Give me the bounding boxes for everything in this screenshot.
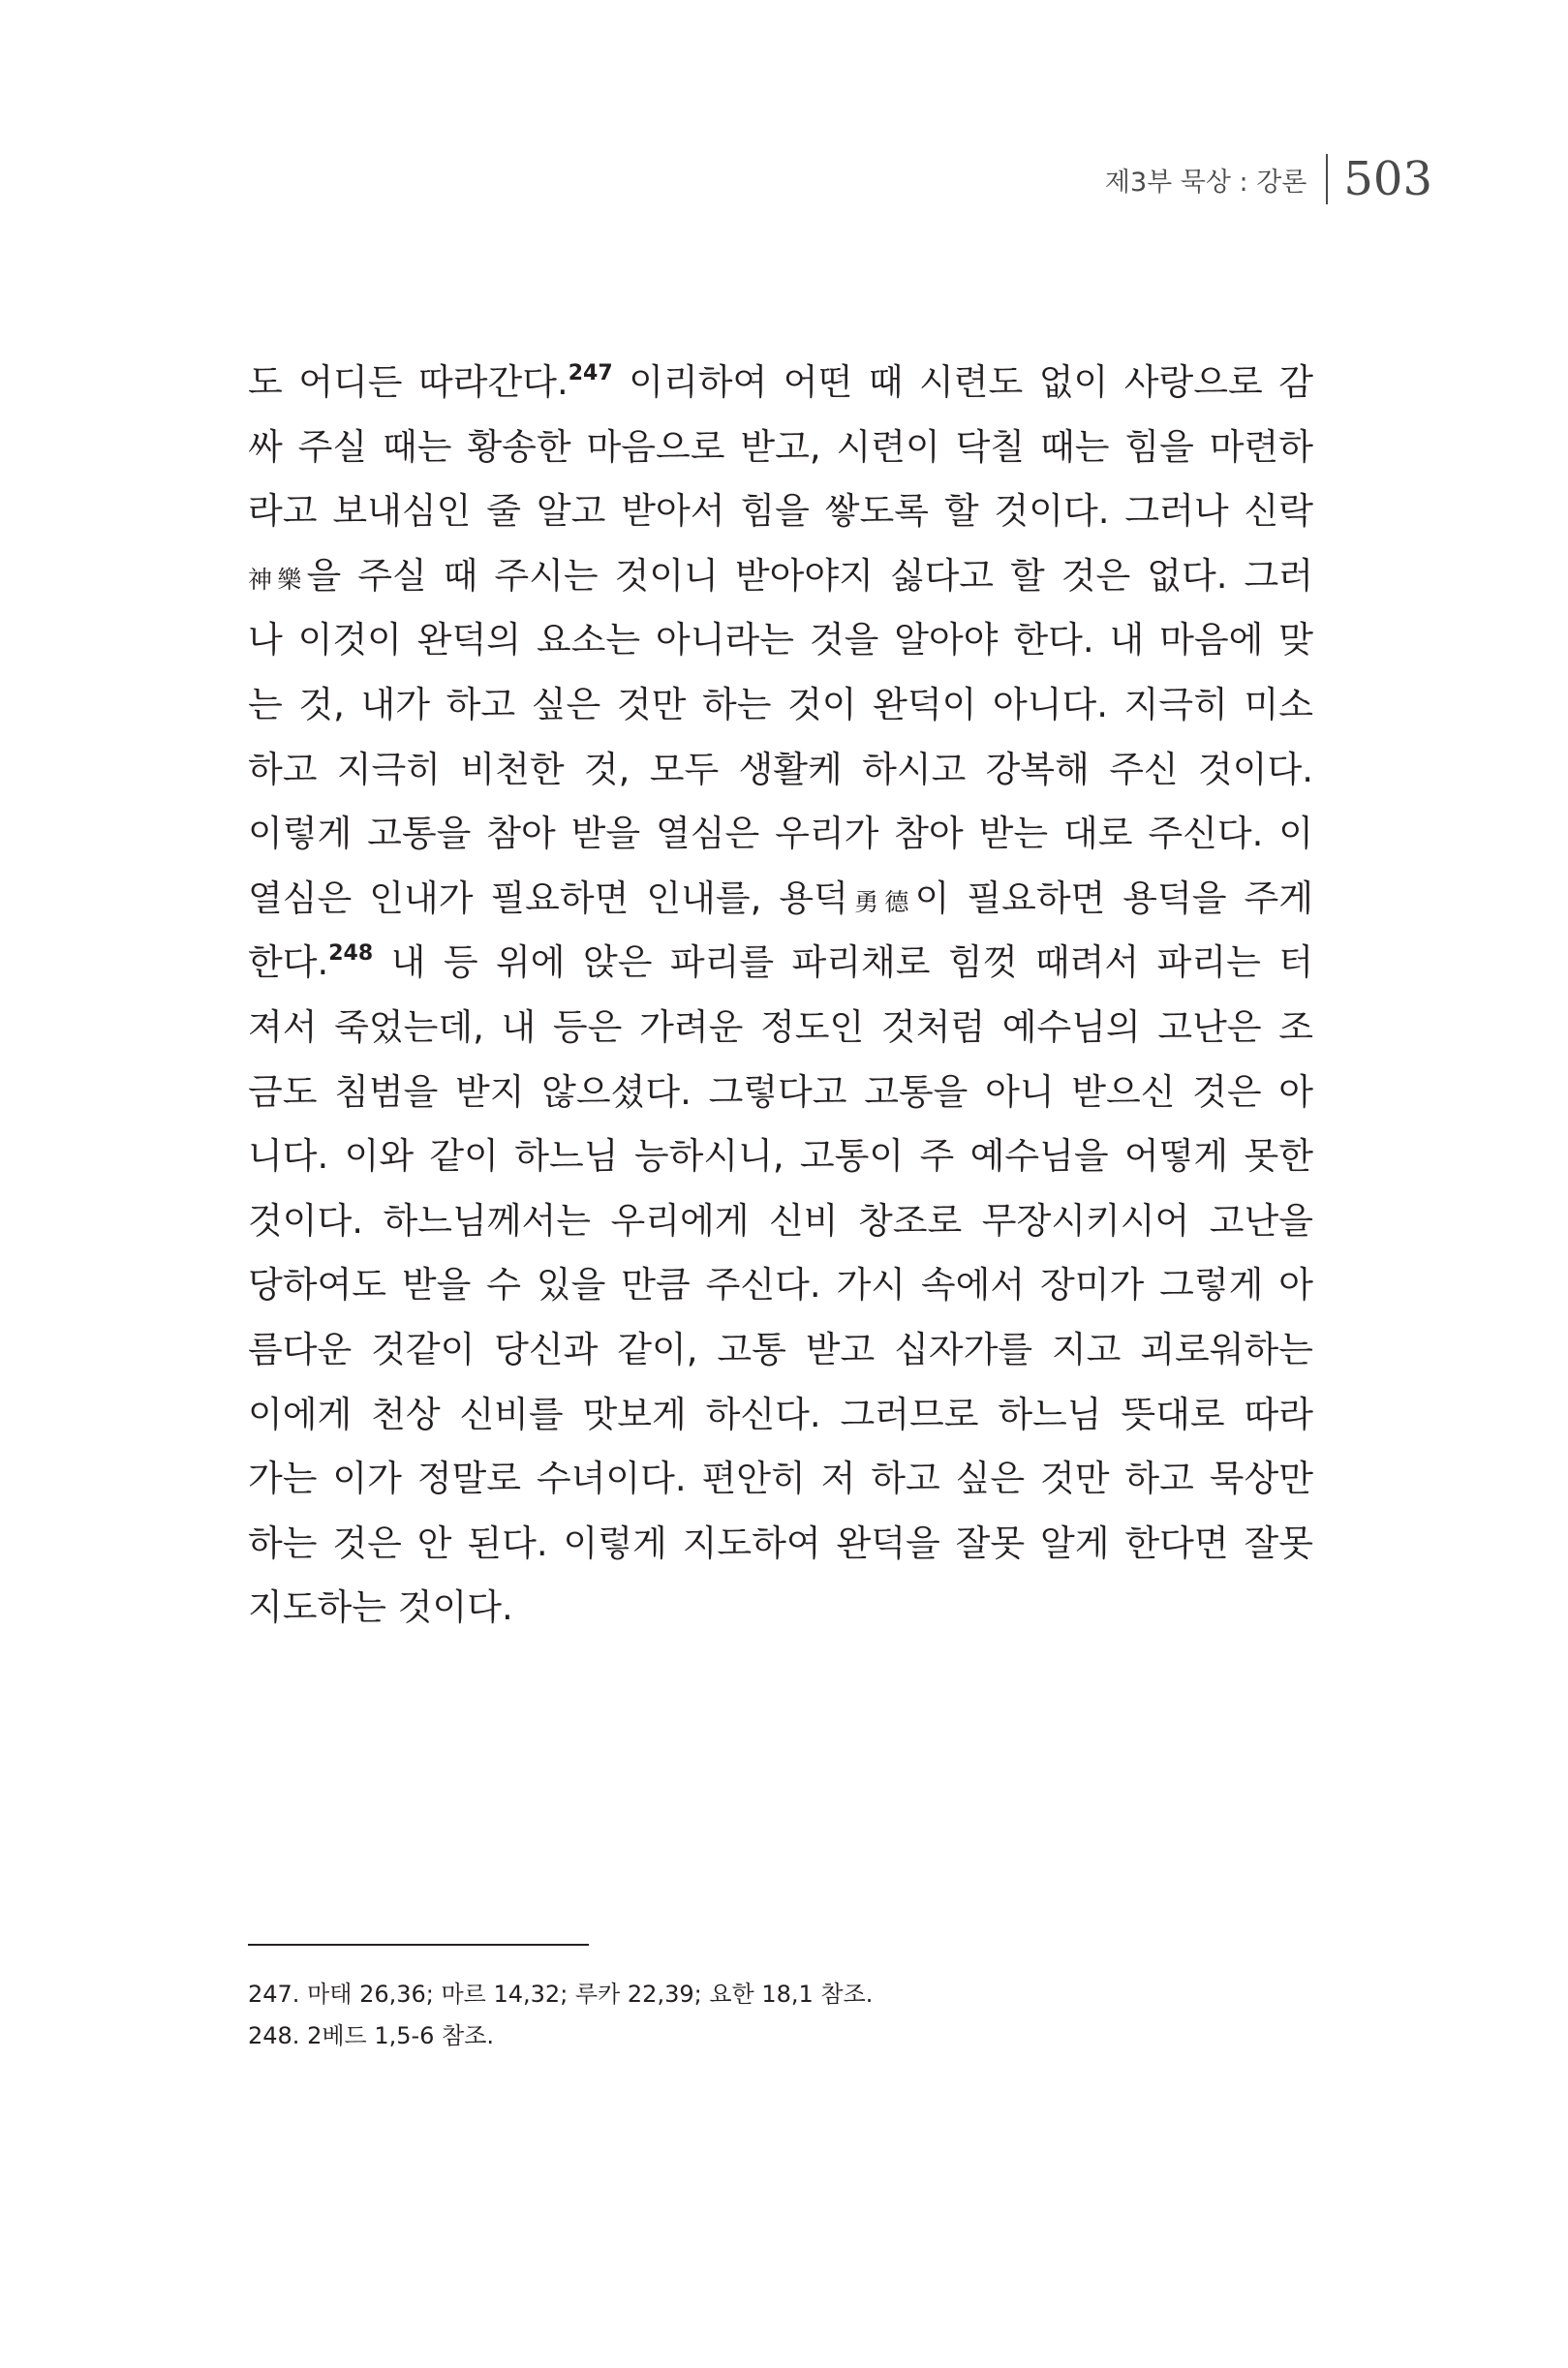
text-line: 금도 침범을 받지 않으셨다. 그렇다고 고통을 아니 받으신 것은 아 <box>248 1070 1313 1113</box>
text-segment: 한다. <box>248 941 329 984</box>
section-title: 제3부 묵상 : 강론 <box>1104 167 1307 198</box>
text-line <box>248 931 1313 996</box>
hanja-annotation: 神樂 <box>248 565 307 594</box>
text-line <box>248 351 1313 415</box>
running-head <box>1105 145 1432 213</box>
footnote-divider <box>248 1944 589 1946</box>
text-line: 하고 지극히 비천한 것, 모두 생활케 하시고 강복해 주신 것이다. <box>248 748 1313 790</box>
text-segment: 을 주실 때 주시는 것이니 받아야지 싫다고 할 것은 없다. 그러 <box>306 554 1313 597</box>
footnote-ref-247: 247 <box>568 361 613 385</box>
text-line: 것이다. 하느님께서는 우리에게 신비 창조로 무장시키시어 고난을 <box>248 1199 1313 1242</box>
text-line: 가는 이가 정말로 수녀이다. 편안히 저 하고 싶은 것만 하고 묵상만 <box>248 1458 1313 1500</box>
header-divider <box>1326 154 1328 204</box>
text-line: 니다. 이와 같이 하느님 능하시니, 고통이 주 예수님을 어떻게 못한 <box>248 1135 1313 1178</box>
text-segment: 열심은 인내가 필요하면 인내를, 용덕 <box>248 876 848 919</box>
text-line: 라고 보내심인 줄 알고 받아서 힘을 쌓도록 할 것이다. 그러나 신락 <box>248 490 1313 533</box>
text-line <box>248 544 1313 609</box>
text-line: 져서 죽었는데, 내 등은 가려운 정도인 것처럼 예수님의 고난은 조 <box>248 1005 1313 1048</box>
body-text <box>248 351 1313 1641</box>
text-line: 싸 주실 때는 황송한 마음으로 받고, 시련이 닥칠 때는 힘을 마련하 <box>248 425 1313 468</box>
footnote-248: 248. 2베드 1,5-6 참조. <box>248 2022 495 2049</box>
text-line: 이렇게 고통을 참아 받을 열심은 우리가 참아 받는 대로 주신다. 이 <box>248 813 1313 855</box>
footnote-ref-248: 248 <box>328 941 374 967</box>
footnotes <box>248 1974 873 2057</box>
text-line <box>248 867 1313 932</box>
hanja-annotation: 勇德 <box>847 887 915 916</box>
text-line: 하는 것은 안 된다. 이렇게 지도하여 완덕을 잘못 알게 한다면 잘못 <box>248 1522 1313 1564</box>
footnote-247: 247. 마태 26,36; 마르 14,32; 루카 22,39; 요한 18,1 참조. <box>248 1981 874 2008</box>
text-line: 나 이것이 완덕의 요소는 아니라는 것을 알아야 한다. 내 마음에 맞 <box>248 619 1313 661</box>
text-segment: 도 어디든 따라간다. <box>248 361 569 403</box>
text-line: 당하여도 받을 수 있을 만큼 주신다. 가시 속에서 장미가 그렇게 아 <box>248 1264 1313 1307</box>
text-segment: 내 등 위에 앉은 파리를 파리채로 힘껏 때려서 파리는 터 <box>373 941 1313 984</box>
page-number: 503 <box>1343 152 1432 206</box>
text-line: 는 것, 내가 하고 싶은 것만 하는 것이 완덕이 아니다. 지극히 미소 <box>248 683 1313 725</box>
text-segment: 이 필요하면 용덕을 주게 <box>914 876 1313 919</box>
text-line: 름다운 것같이 당신과 같이, 고통 받고 십자가를 지고 괴로워하는 <box>248 1328 1313 1370</box>
text-segment: 이리하여 어떤 때 시련도 없이 사랑으로 감 <box>612 361 1313 403</box>
text-line: 이에게 천상 신비를 맛보게 하신다. 그러므로 하느님 뜻대로 따라 <box>248 1393 1313 1435</box>
text-line: 지도하는 것이다. <box>248 1586 513 1629</box>
